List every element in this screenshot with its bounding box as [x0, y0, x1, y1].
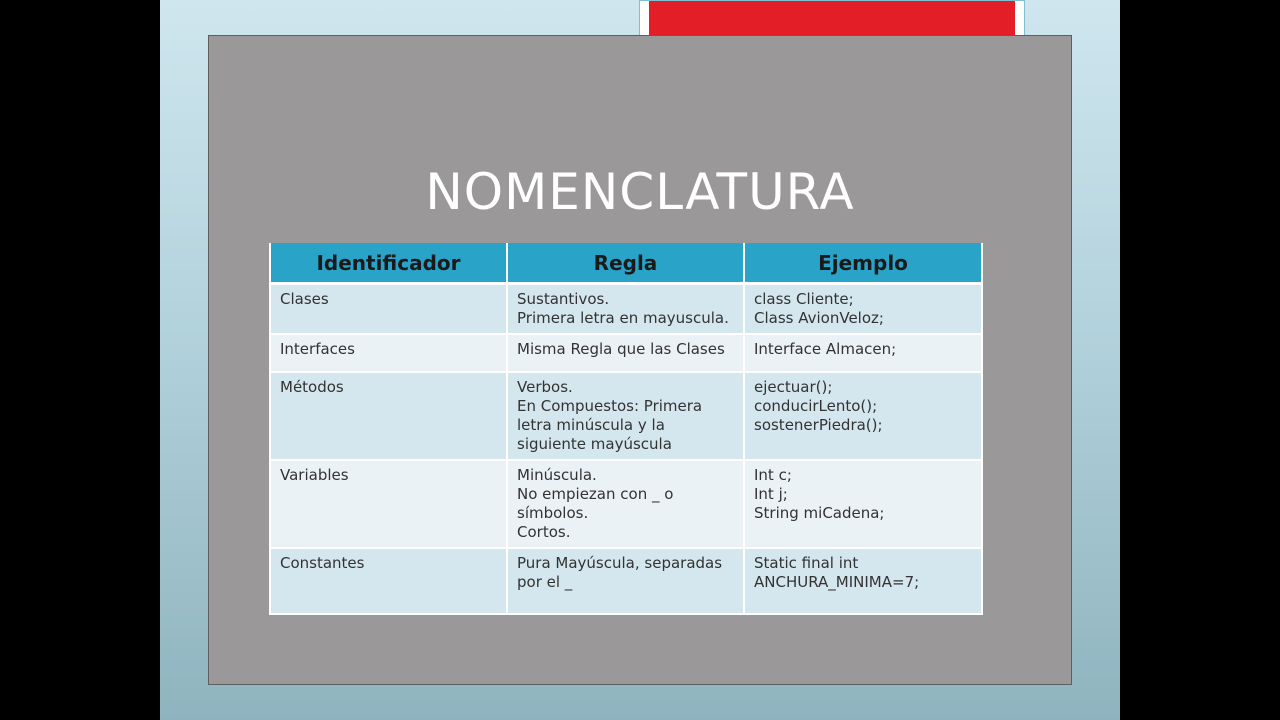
slide	[160, 0, 1120, 720]
cell-identificador: Constantes	[270, 548, 507, 614]
header-ejemplo: Ejemplo	[744, 243, 982, 284]
cell-identificador: Interfaces	[270, 334, 507, 372]
table-row	[270, 284, 982, 335]
slide-title: NOMENCLATURA	[425, 163, 855, 221]
cell-regla: Sustantivos. Primera letra en mayuscula.	[507, 284, 744, 335]
table-row	[270, 334, 982, 372]
cell-ejemplo: Int c; Int j; String miCadena;	[744, 460, 982, 548]
nomenclature-table	[269, 243, 983, 615]
cell-ejemplo: Static final int ANCHURA_MINIMA=7;	[744, 548, 982, 614]
cell-identificador: Clases	[270, 284, 507, 335]
cell-regla: Verbos. En Compuestos: Primera letra minúscula y la siguiente mayúscula	[507, 372, 744, 460]
cell-identificador: Variables	[270, 460, 507, 548]
cell-ejemplo: Interface Almacen;	[744, 334, 982, 372]
table-row	[270, 372, 982, 460]
cell-regla: Pura Mayúscula, separadas por el _	[507, 548, 744, 614]
header-identificador: Identificador	[270, 243, 507, 284]
header-regla: Regla	[507, 243, 744, 284]
cell-regla: Minúscula. No empiezan con _ o símbolos. Cortos.	[507, 460, 744, 548]
table-row	[270, 548, 982, 614]
cell-regla: Misma Regla que las Clases	[507, 334, 744, 372]
cell-identificador: Métodos	[270, 372, 507, 460]
cell-ejemplo: ejectuar(); conducirLento(); sostenerPiedra();	[744, 372, 982, 460]
table-header-row	[270, 243, 982, 284]
cell-ejemplo: class Cliente; Class AvionVeloz;	[744, 284, 982, 335]
table-row	[270, 460, 982, 548]
